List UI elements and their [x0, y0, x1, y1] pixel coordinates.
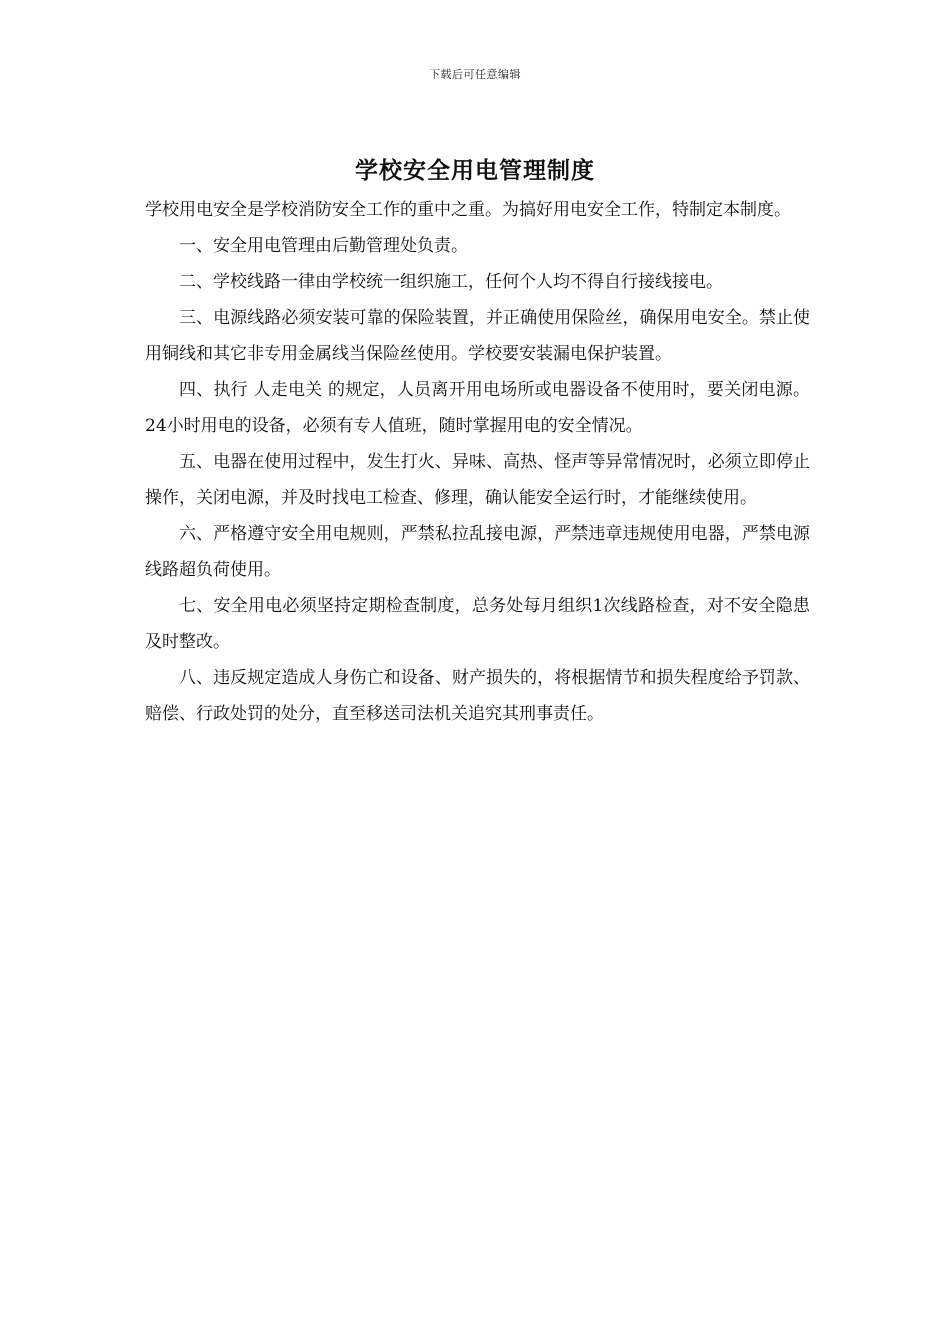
rule-item-1: 一、安全用电管理由后勤管理处负责。 — [179, 236, 468, 256]
rule-item-3: 三、电源线路必须安装可靠的保险装置，并正确使用保险丝，确保用电安全。禁止使用铜线和其它非专用金属线当保险丝使用。学校要安装漏电保护装置。 — [145, 308, 810, 364]
intro-paragraph: 学校用电安全是学校消防安全工作的重中之重。为搞好用电安全工作，特制定本制度。 — [145, 200, 791, 220]
rule-item-8: 八、违反规定造成人身伤亡和设备、财产损失的，将根据情节和损失程度给予罚款、赔偿、行政处罚的处分，直至移送司法机关追究其刑事责任。 — [145, 668, 810, 724]
rule-item-2: 二、学校线路一律由学校统一组织施工，任何个人均不得自行接线接电。 — [179, 272, 723, 292]
rule-item-5: 五、电器在使用过程中，发生打火、异味、高热、怪声等异常情况时，必须立即停止操作，关闭电源，并及时找电工检查、修理，确认能安全运行时，才能继续使用。 — [145, 452, 810, 508]
rule-item-6: 六、严格遵守安全用电规则，严禁私拉乱接电源，严禁违章违规使用电器，严禁电源线路超负荷使用。 — [145, 524, 810, 580]
document-title: 学校安全用电管理制度 — [355, 158, 595, 184]
header-note: 下载后可任意编辑 — [429, 68, 521, 81]
rule-item-4: 四、执行 人走电关 的规定，人员离开用电场所或电器设备不使用时，要关闭电源。24小时用电的设备，必须有专人值班，随时掌握用电的安全情况。 — [145, 380, 810, 436]
rule-item-7: 七、安全用电必须坚持定期检查制度，总务处每月组织1次线路检查，对不安全隐患及时整改。 — [145, 596, 810, 652]
document-body — [145, 192, 810, 732]
